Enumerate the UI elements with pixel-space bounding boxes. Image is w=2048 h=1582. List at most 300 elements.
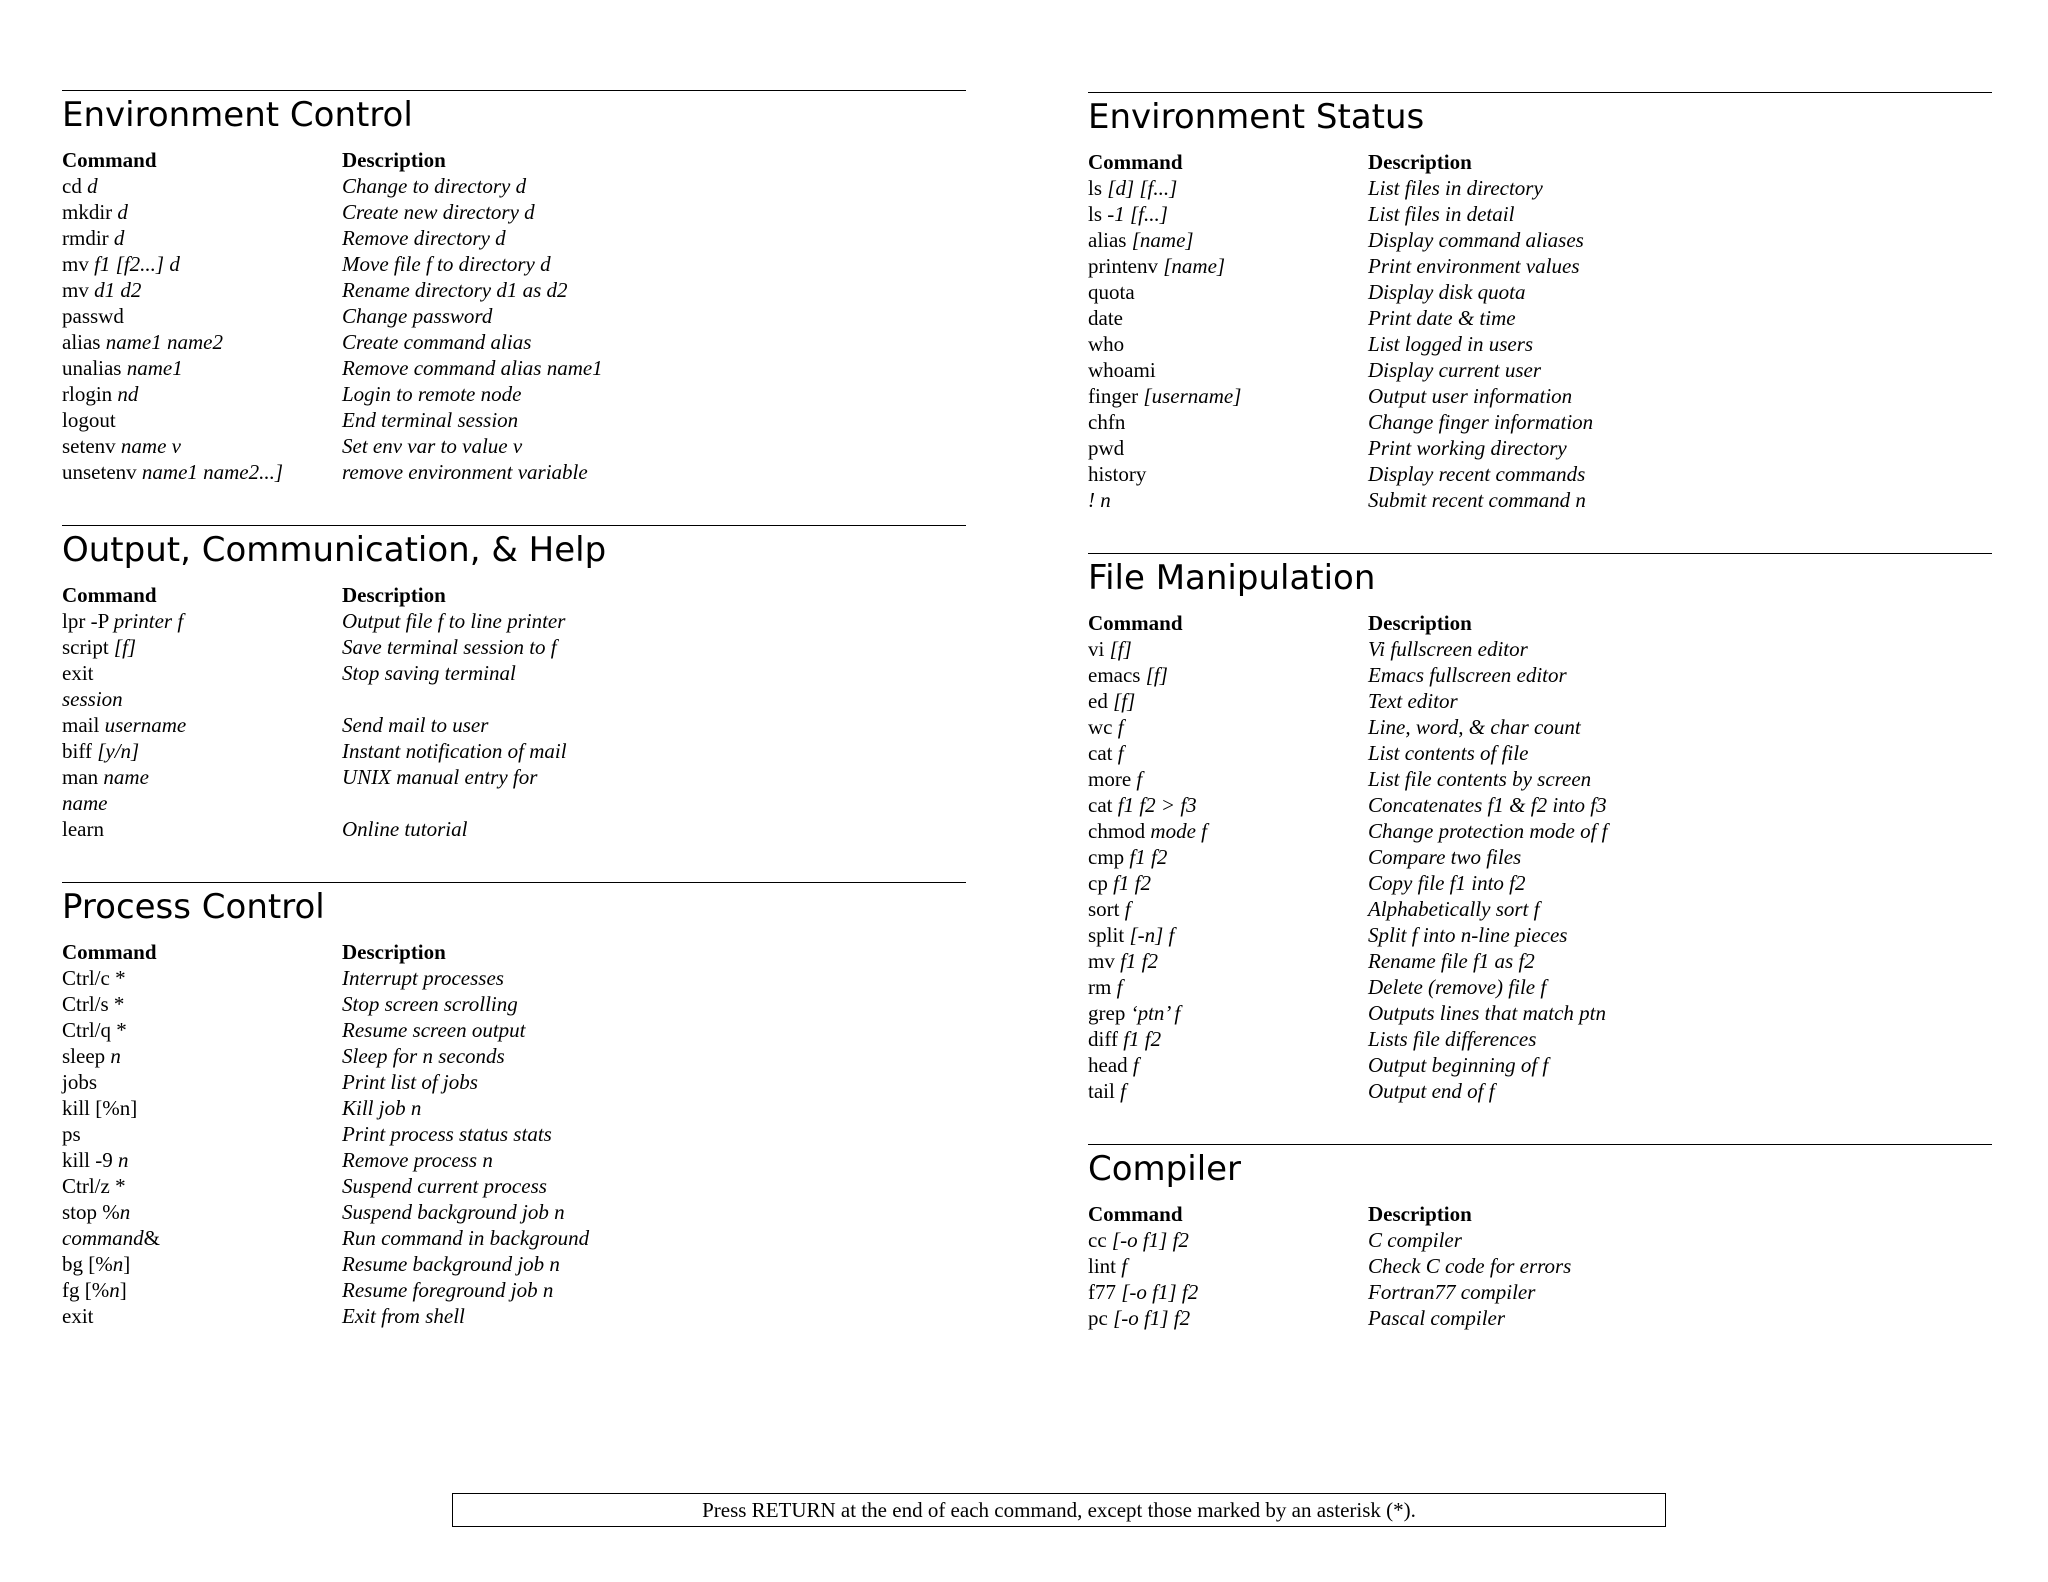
- command-argument: [-o f1] f2: [1121, 1280, 1199, 1304]
- command-description: Remove process n: [342, 1148, 493, 1172]
- command-row: [62, 1199, 966, 1225]
- column-header-command: Command: [1088, 1202, 1183, 1226]
- command-description: Submit recent command n: [1368, 488, 1586, 512]
- right-column: [1088, 92, 1992, 1331]
- command-row: [62, 1147, 966, 1173]
- command-name: cd: [62, 174, 88, 198]
- command-name: head: [1088, 1053, 1133, 1077]
- command-row: [62, 433, 966, 459]
- command-row: [62, 251, 966, 277]
- command-cell: [1088, 688, 1368, 714]
- command-description: Line, word, & char count: [1368, 715, 1581, 739]
- command-row: [62, 1173, 966, 1199]
- command-row: [1088, 896, 1992, 922]
- column-header-description: Description: [342, 940, 446, 964]
- command-description: Print list of jobs: [342, 1070, 478, 1094]
- command-name: emacs: [1088, 663, 1146, 687]
- command-name: Ctrl/s *: [62, 992, 125, 1016]
- command-row: [1088, 792, 1992, 818]
- command-argument: [-n] f: [1129, 923, 1175, 947]
- command-description: Display disk quota: [1368, 280, 1526, 304]
- command-argument: name1: [126, 356, 183, 380]
- section-title: Environment Control: [62, 95, 413, 135]
- command-argument: f1 [f2...] d: [94, 252, 180, 276]
- command-name: mv: [62, 278, 95, 302]
- command-name: tail: [1088, 1079, 1121, 1103]
- command-description: Stop screen scrolling: [342, 992, 518, 1016]
- command-row: [1088, 227, 1992, 253]
- command-row: [62, 1303, 966, 1329]
- command-cell: [62, 965, 342, 991]
- command-description: Compare two files: [1368, 845, 1522, 869]
- command-argument: f: [1124, 897, 1131, 921]
- command-description: List contents of file: [1368, 741, 1529, 765]
- command-row: [62, 1043, 966, 1069]
- command-description: Set env var to value v: [342, 434, 523, 458]
- command-description: Change password: [342, 304, 493, 328]
- command-name: who: [1088, 332, 1125, 356]
- command-name: passwd: [62, 304, 124, 328]
- command-cell: [1088, 227, 1368, 253]
- command-name: rlogin: [62, 382, 118, 406]
- command-row: [62, 816, 966, 842]
- command-row: [1088, 688, 1992, 714]
- command-description: Output beginning of f: [1368, 1053, 1549, 1077]
- section-output-communication-help: [62, 525, 966, 842]
- command-suffix: &: [143, 1226, 160, 1250]
- command-description: Remove command alias name1: [342, 356, 603, 380]
- command-row: [1088, 487, 1992, 513]
- command-description: remove environment variable: [342, 460, 588, 484]
- command-cell: [62, 355, 342, 381]
- command-name: sort: [1088, 897, 1125, 921]
- section-process-control: [62, 882, 966, 1329]
- continuation-text: name: [62, 791, 108, 815]
- section-title: File Manipulation: [1088, 558, 1376, 598]
- command-cell: [62, 1017, 342, 1043]
- command-row: [62, 1095, 966, 1121]
- command-argument: nd: [117, 382, 139, 406]
- command-row: [62, 1121, 966, 1147]
- command-description: Resume foreground job n: [342, 1278, 554, 1302]
- command-cell: [62, 381, 342, 407]
- command-cell: [62, 608, 342, 634]
- command-description: Delete (remove) file f: [1368, 975, 1547, 999]
- command-row: [1088, 818, 1992, 844]
- command-row: [62, 303, 966, 329]
- command-argument: n: [109, 1278, 120, 1302]
- command-row: [1088, 175, 1992, 201]
- command-cell: [62, 1199, 342, 1225]
- command-argument: n: [119, 1200, 131, 1224]
- command-name: mv: [1088, 949, 1121, 973]
- command-description: List files in detail: [1368, 202, 1515, 226]
- command-cell: [62, 251, 342, 277]
- command-cell: [1088, 844, 1368, 870]
- section-file-manipulation: [1088, 553, 1992, 1104]
- command-cell: [62, 1277, 342, 1303]
- command-name: fg [%: [62, 1278, 110, 1302]
- command-description: Remove directory d: [342, 226, 506, 250]
- command-description: Instant notification of mail: [342, 739, 567, 763]
- command-argument: 1 [f...]: [1114, 202, 1168, 226]
- command-description: Change finger information: [1368, 410, 1594, 434]
- command-argument: n: [110, 1044, 121, 1068]
- command-cell: [62, 329, 342, 355]
- continuation-text: session: [62, 687, 123, 711]
- command-row: [1088, 662, 1992, 688]
- command-cell: [62, 303, 342, 329]
- command-suffix: ]: [119, 1278, 127, 1302]
- command-cell: [62, 1303, 342, 1329]
- command-name: kill [%n]: [62, 1096, 138, 1120]
- command-name: mv: [62, 252, 95, 276]
- command-row: [62, 355, 966, 381]
- section-title: Environment Status: [1088, 97, 1425, 137]
- command-cell: [62, 1147, 342, 1173]
- command-cell: [62, 277, 342, 303]
- command-row: [1088, 1000, 1992, 1026]
- command-description: Suspend background job n: [342, 1200, 565, 1224]
- command-cell: [62, 1095, 342, 1121]
- command-name: date: [1088, 306, 1123, 330]
- column-header-command: Command: [62, 940, 157, 964]
- command-row: [62, 660, 966, 686]
- command-argument: d: [113, 226, 125, 250]
- command-name: rmdir: [62, 226, 114, 250]
- command-description: Display recent commands: [1368, 462, 1586, 486]
- command-row: [62, 1251, 966, 1277]
- command-description: Copy file f1 into f2: [1368, 871, 1526, 895]
- command-description: Print environment values: [1368, 254, 1580, 278]
- command-cell: [1088, 1052, 1368, 1078]
- command-cell: [1088, 974, 1368, 1000]
- command-row: [1088, 714, 1992, 740]
- command-argument: d: [117, 200, 128, 224]
- command-description: C compiler: [1368, 1228, 1462, 1252]
- command-argument: f1 f2: [1113, 871, 1151, 895]
- command-name: exit: [62, 661, 94, 685]
- command-cell: [1088, 1227, 1368, 1253]
- command-argument: name1 name2...]: [141, 460, 284, 484]
- command-cell: [62, 1043, 342, 1069]
- command-name: printenv: [1088, 254, 1164, 278]
- command-argument: d: [87, 174, 98, 198]
- command-argument: [username]: [1143, 384, 1242, 408]
- command-description: Split f into n-line pieces: [1368, 923, 1568, 947]
- command-cell: [62, 407, 342, 433]
- section-title: Compiler: [1088, 1149, 1242, 1189]
- command-cell: [62, 1121, 342, 1147]
- command-description: Online tutorial: [342, 817, 468, 841]
- command-row: [1088, 922, 1992, 948]
- command-cell: [1088, 357, 1368, 383]
- command-argument: f: [1121, 1254, 1128, 1278]
- command-argument: [f]: [1109, 637, 1132, 661]
- section-rule: [1088, 92, 1992, 93]
- command-description: Print process status stats: [342, 1122, 552, 1146]
- section-title: Process Control: [62, 887, 325, 927]
- command-name: alias: [62, 330, 106, 354]
- command-cell: [62, 173, 342, 199]
- command-name: mkdir: [62, 200, 118, 224]
- table-header: [62, 582, 966, 608]
- command-name: whoami: [1088, 358, 1156, 382]
- command-description: Login to remote node: [342, 382, 522, 406]
- section-environment-status: [1088, 92, 1992, 513]
- command-cell: [1088, 305, 1368, 331]
- command-argument: printer f: [113, 609, 184, 633]
- command-cell: [1088, 948, 1368, 974]
- command-name: learn: [62, 817, 104, 841]
- command-cell: [1088, 331, 1368, 357]
- command-name: jobs: [62, 1070, 98, 1094]
- command-description: Resume screen output: [342, 1018, 526, 1042]
- command-row: [62, 381, 966, 407]
- command-cell: [1088, 435, 1368, 461]
- command-row: [1088, 201, 1992, 227]
- command-description: Display current user: [1368, 358, 1542, 382]
- command-cell: [1088, 175, 1368, 201]
- command-name: ls: [1088, 176, 1108, 200]
- command-cell: [62, 433, 342, 459]
- command-description: Alphabetically sort f: [1368, 897, 1540, 921]
- command-row: [62, 1069, 966, 1095]
- command-name: alias: [1088, 228, 1132, 252]
- command-argument: f: [1136, 767, 1143, 791]
- command-row: [1088, 870, 1992, 896]
- command-cell: [1088, 409, 1368, 435]
- command-row: [1088, 461, 1992, 487]
- command-description: Fortran77 compiler: [1368, 1280, 1536, 1304]
- command-cell: [1088, 922, 1368, 948]
- command-row: [62, 634, 966, 660]
- command-cell: [1088, 1305, 1368, 1331]
- command-row: [62, 173, 966, 199]
- command-row: [62, 459, 966, 485]
- command-row: [62, 225, 966, 251]
- command-cell: [62, 816, 342, 842]
- command-cell: [1088, 740, 1368, 766]
- command-row: [62, 1225, 966, 1251]
- section-title: Output, Communication, & Help: [62, 530, 607, 570]
- column-header-command: Command: [62, 583, 157, 607]
- command-row: [1088, 305, 1992, 331]
- command-row: [1088, 1305, 1992, 1331]
- command-description: Change protection mode of f: [1368, 819, 1608, 843]
- command-description: Send mail to user: [342, 713, 489, 737]
- command-row: [62, 329, 966, 355]
- command-argument: f: [1117, 715, 1124, 739]
- command-name: finger: [1088, 384, 1144, 408]
- command-row: [1088, 279, 1992, 305]
- command-row: [62, 199, 966, 225]
- command-cell: [1088, 870, 1368, 896]
- command-argument: f1 f2 > f3: [1117, 793, 1197, 817]
- command-row: [1088, 1078, 1992, 1104]
- command-argument: ‘ptn’ f: [1130, 1001, 1181, 1025]
- command-description: Run command in background: [342, 1226, 590, 1250]
- command-row: [62, 738, 966, 764]
- command-name: cc: [1088, 1228, 1112, 1252]
- command-description: Lists file differences: [1368, 1027, 1537, 1051]
- command-argument: ! n: [1088, 488, 1111, 512]
- continuation-spacer: [342, 790, 966, 816]
- command-row: [62, 1277, 966, 1303]
- command-description: Output end of f: [1368, 1079, 1495, 1103]
- command-name: exit: [62, 1304, 94, 1328]
- command-cell: [1088, 792, 1368, 818]
- command-argument: f1 f2: [1123, 1027, 1162, 1051]
- command-description: Resume background job n: [342, 1252, 560, 1276]
- command-row: [1088, 844, 1992, 870]
- command-description: List files in directory: [1368, 176, 1543, 200]
- command-description: Pascal compiler: [1368, 1306, 1506, 1330]
- command-name: wc: [1088, 715, 1118, 739]
- command-description: Emacs fullscreen editor: [1368, 663, 1567, 687]
- command-name: Ctrl/c *: [62, 966, 126, 990]
- command-argument: [f]: [1113, 689, 1136, 713]
- section-environment-control: [62, 90, 966, 485]
- command-row: [1088, 1279, 1992, 1305]
- section-rule: [1088, 1144, 1992, 1145]
- command-cell: [62, 1225, 342, 1251]
- column-header-description: Description: [1368, 150, 1472, 174]
- column-header-description: Description: [1368, 611, 1472, 635]
- command-description: Vi fullscreen editor: [1368, 637, 1528, 661]
- command-name: setenv: [62, 434, 121, 458]
- command-description: List file contents by screen: [1368, 767, 1592, 791]
- command-argument: name1 name2: [105, 330, 223, 354]
- command-description: Output file f to line printer: [342, 609, 566, 633]
- column-header-description: Description: [342, 583, 446, 607]
- command-description: Sleep for n seconds: [342, 1044, 505, 1068]
- command-row: [1088, 1026, 1992, 1052]
- command-cell: [1088, 1026, 1368, 1052]
- command-row: [1088, 974, 1992, 1000]
- column-header-command: Command: [1088, 611, 1183, 635]
- command-name: kill -9: [62, 1148, 118, 1172]
- command-name: biff: [62, 739, 98, 763]
- command-row: [1088, 948, 1992, 974]
- command-argument: [f]: [1145, 663, 1168, 687]
- command-description: Outputs lines that match ptn: [1368, 1001, 1606, 1025]
- command-cell: [62, 459, 342, 485]
- command-name: split: [1088, 923, 1130, 947]
- command-name: ls -: [1088, 202, 1115, 226]
- command-description: Concatenates f1 & f2 into f3: [1368, 793, 1607, 817]
- command-cell: [62, 660, 342, 686]
- command-name: rm: [1088, 975, 1117, 999]
- section-rule: [62, 882, 966, 883]
- command-row-continuation: [62, 790, 966, 816]
- command-row: [62, 764, 966, 790]
- command-argument: [-o f1] f2: [1111, 1228, 1189, 1252]
- command-description: Rename file f1 as f2: [1368, 949, 1535, 973]
- command-name: cat: [1088, 741, 1118, 765]
- command-name: f77: [1088, 1280, 1122, 1304]
- command-cell: [1088, 662, 1368, 688]
- command-argument: d1 d2: [94, 278, 142, 302]
- command-argument: name: [103, 765, 149, 789]
- command-description: Create command alias: [342, 330, 532, 354]
- command-description: Exit from shell: [342, 1304, 465, 1328]
- command-description: Move file f to directory d: [342, 252, 551, 276]
- command-row: [1088, 253, 1992, 279]
- command-argument: username: [104, 713, 187, 737]
- command-cell: [1088, 201, 1368, 227]
- table-header: [62, 939, 966, 965]
- table-header: [62, 147, 966, 173]
- footer-note: Press RETURN at the end of each command, except those marked by an asterisk (*).: [452, 1493, 1666, 1527]
- command-row: [1088, 331, 1992, 357]
- command-name: ed: [1088, 689, 1114, 713]
- command-argument: f1 f2: [1120, 949, 1159, 973]
- command-description: Save terminal session to f: [342, 635, 557, 659]
- command-row: [1088, 766, 1992, 792]
- command-description: Interrupt processes: [342, 966, 504, 990]
- command-argument: f: [1132, 1053, 1139, 1077]
- command-cell: [1088, 1078, 1368, 1104]
- command-name: logout: [62, 408, 116, 432]
- command-row: [62, 608, 966, 634]
- command-argument: f: [1120, 1079, 1126, 1103]
- command-cell: [1088, 461, 1368, 487]
- table-header: [1088, 149, 1992, 175]
- command-description: UNIX manual entry for: [342, 765, 538, 789]
- command-row: [1088, 1227, 1992, 1253]
- command-row: [1088, 409, 1992, 435]
- command-cell: [1088, 1000, 1368, 1026]
- command-row: [1088, 435, 1992, 461]
- command-argument: mode f: [1150, 819, 1207, 843]
- command-name: history: [1088, 462, 1147, 486]
- command-name: vi: [1088, 637, 1110, 661]
- command-name: chmod: [1088, 819, 1151, 843]
- left-column: [62, 90, 966, 1329]
- command-description: Print working directory: [1368, 436, 1567, 460]
- command-description: Check C code for errors: [1368, 1254, 1572, 1278]
- command-row: [62, 277, 966, 303]
- command-cell: [1088, 896, 1368, 922]
- command-argument: name v: [120, 434, 181, 458]
- command-argument: f: [1117, 741, 1124, 765]
- command-row: [62, 1017, 966, 1043]
- command-row: [1088, 1253, 1992, 1279]
- command-row: [62, 407, 966, 433]
- command-name: ps: [62, 1122, 81, 1146]
- command-row: [62, 712, 966, 738]
- command-suffix: ]: [123, 1252, 131, 1276]
- command-argument: [name]: [1131, 228, 1194, 252]
- command-row: [1088, 383, 1992, 409]
- command-cell: [1088, 487, 1368, 513]
- section-rule: [62, 525, 966, 526]
- command-name: more: [1088, 767, 1137, 791]
- command-description: Stop saving terminal: [342, 661, 516, 685]
- command-name: cmp: [1088, 845, 1130, 869]
- command-description: End terminal session: [342, 408, 519, 432]
- command-cell: [62, 764, 342, 790]
- command-description: Create new directory d: [342, 200, 535, 224]
- command-argument: [y/n]: [97, 739, 140, 763]
- command-name: script: [62, 635, 114, 659]
- command-description: Kill job n: [342, 1096, 422, 1120]
- command-cell: [1088, 383, 1368, 409]
- column-header-command: Command: [62, 148, 157, 172]
- continuation-spacer: [342, 686, 966, 712]
- command-name: pc: [1088, 1306, 1114, 1330]
